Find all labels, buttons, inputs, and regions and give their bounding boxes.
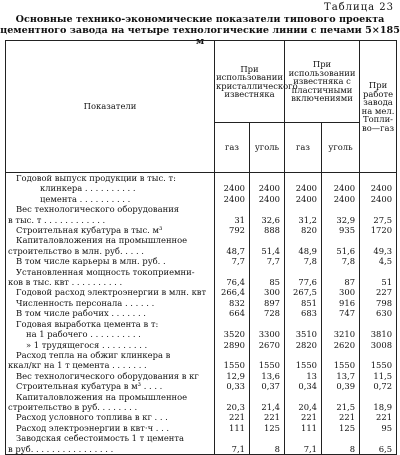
- row-value: 221: [322, 412, 360, 422]
- row-label: Вес технологического оборудования: [6, 204, 215, 214]
- row-value: 2400: [250, 183, 285, 193]
- row-label: клинкера . . . . . . . . . .: [6, 183, 215, 193]
- row-value: 888: [250, 225, 285, 235]
- row-value: 77,6: [285, 277, 322, 287]
- row-value: 0,72: [360, 381, 397, 391]
- row-value: 2400: [285, 183, 322, 193]
- row-value: 2670: [250, 340, 285, 350]
- row-label: в тыс. т . . . . . . . . . . . .: [6, 215, 215, 225]
- row-value: [360, 235, 397, 245]
- table-row: [6, 402, 397, 412]
- row-label: строительство в млн. руб. . . . .: [6, 246, 215, 256]
- row-value: 7,1: [285, 444, 322, 455]
- row-value: [322, 173, 360, 184]
- row-label: ккал/кг на 1 т цемента . . . . . . .: [6, 360, 215, 370]
- header-gas-2: газ: [285, 123, 322, 173]
- table-title-line2: цементного завода на четыре технологические линии с печами 5×185 м: [0, 25, 400, 47]
- row-value: 1550: [215, 360, 250, 370]
- row-value: 31: [215, 215, 250, 225]
- row-value: 51,6: [322, 246, 360, 256]
- row-value: 3300: [250, 329, 285, 339]
- row-value: 20,3: [215, 402, 250, 412]
- row-value: 0,34: [285, 381, 322, 391]
- row-value: 221: [285, 412, 322, 422]
- table-row: [6, 340, 397, 350]
- row-value: 18,9: [360, 402, 397, 412]
- row-value: 897: [250, 298, 285, 308]
- row-value: [215, 173, 250, 184]
- row-value: 13,7: [322, 371, 360, 381]
- row-value: 125: [322, 423, 360, 433]
- row-value: [360, 173, 397, 184]
- row-value: 747: [322, 308, 360, 318]
- row-value: 32,6: [250, 215, 285, 225]
- row-value: 221: [360, 412, 397, 422]
- table-row: [6, 444, 397, 455]
- row-value: [215, 350, 250, 360]
- row-value: [215, 433, 250, 443]
- row-value: 3810: [360, 329, 397, 339]
- row-value: 266,4: [215, 287, 250, 297]
- row-label: Строительная кубатура в м³ . . . .: [6, 381, 215, 391]
- row-value: 2400: [322, 183, 360, 193]
- row-value: 11,5: [360, 371, 397, 381]
- row-label: В том числе карьеры в млн. руб. .: [6, 256, 215, 266]
- row-value: 32,9: [322, 215, 360, 225]
- row-value: [250, 350, 285, 360]
- table-row: [6, 246, 397, 256]
- table-row: [6, 183, 397, 193]
- row-value: 221: [215, 412, 250, 422]
- header-gas-1: газ: [215, 123, 250, 173]
- row-label: Заводская себестоимость 1 т цемента: [6, 433, 215, 443]
- row-value: 111: [285, 423, 322, 433]
- row-value: 2400: [215, 183, 250, 193]
- row-value: 300: [322, 287, 360, 297]
- header-group-chalk-gas: При работе завода на мел. Топли-во—газ: [360, 41, 397, 173]
- row-value: 87: [322, 277, 360, 287]
- row-value: [285, 433, 322, 443]
- row-label: Вес технологического оборудования в кг: [6, 371, 215, 381]
- row-label: Расход условного топлива в кг . . .: [6, 412, 215, 422]
- row-value: 2400: [285, 194, 322, 204]
- table-row: [6, 350, 397, 360]
- row-label: цемента . . . . . . . . . .: [6, 194, 215, 204]
- table-row: [6, 194, 397, 204]
- row-value: 2400: [360, 183, 397, 193]
- row-value: 1550: [285, 360, 322, 370]
- row-value: 227: [360, 287, 397, 297]
- row-value: 95: [360, 423, 397, 433]
- row-value: 31,2: [285, 215, 322, 225]
- row-value: 6,5: [360, 444, 397, 455]
- header-coal-1: уголь: [250, 123, 285, 173]
- row-value: [322, 433, 360, 443]
- row-value: 13,6: [250, 371, 285, 381]
- row-value: 7,8: [285, 256, 322, 266]
- row-label: Строительная кубатура в тыс. м³: [6, 225, 215, 235]
- row-value: [215, 319, 250, 329]
- row-value: 3520: [215, 329, 250, 339]
- row-value: 7,7: [250, 256, 285, 266]
- row-value: [215, 204, 250, 214]
- row-value: 13: [285, 371, 322, 381]
- row-label: на 1 рабочего . . . . . . . . . .: [6, 329, 215, 339]
- row-value: 85: [250, 277, 285, 287]
- row-value: 221: [250, 412, 285, 422]
- row-value: [322, 235, 360, 245]
- row-value: 267,5: [285, 287, 322, 297]
- table-row: [6, 204, 397, 214]
- table-row: [6, 392, 397, 402]
- row-value: 20,4: [285, 402, 322, 412]
- row-value: [322, 350, 360, 360]
- row-value: 1550: [250, 360, 285, 370]
- row-value: 664: [215, 308, 250, 318]
- row-value: 76,4: [215, 277, 250, 287]
- indicators-table: [5, 40, 397, 455]
- row-label: Капиталовложения на промышленное: [6, 235, 215, 245]
- row-value: [360, 433, 397, 443]
- row-value: 2620: [322, 340, 360, 350]
- row-label: Годовой выпуск продукции в тыс. т:: [6, 173, 215, 184]
- row-value: [360, 204, 397, 214]
- table-row: [6, 267, 397, 277]
- row-value: [250, 392, 285, 402]
- row-value: [250, 319, 285, 329]
- row-value: 4,5: [360, 256, 397, 266]
- table-row: [6, 433, 397, 443]
- header-group-crystalline-limestone: При использовании кристаллического известняка: [215, 41, 285, 123]
- row-value: 7,7: [215, 256, 250, 266]
- row-value: [285, 173, 322, 184]
- row-value: 21,5: [322, 402, 360, 412]
- row-value: [360, 392, 397, 402]
- row-label: в руб. . . . . . . . . . . . . . . .: [6, 444, 215, 455]
- row-value: [285, 235, 322, 245]
- table-row: [6, 381, 397, 391]
- header-group-plastic-inclusions: При использовании известняка с пластичными включениями: [285, 41, 360, 123]
- row-value: 820: [285, 225, 322, 235]
- row-label: строительство в руб. . . . . . . .: [6, 402, 215, 412]
- row-value: 125: [250, 423, 285, 433]
- row-value: [322, 267, 360, 277]
- row-value: [215, 392, 250, 402]
- row-value: 1550: [322, 360, 360, 370]
- row-value: 49,3: [360, 246, 397, 256]
- row-value: [250, 235, 285, 245]
- row-value: [285, 267, 322, 277]
- row-value: 51,4: [250, 246, 285, 256]
- row-value: 792: [215, 225, 250, 235]
- table-row: [6, 277, 397, 287]
- row-value: 0,33: [215, 381, 250, 391]
- row-value: 630: [360, 308, 397, 318]
- table-row: [6, 235, 397, 245]
- row-value: 51: [360, 277, 397, 287]
- table-row: [6, 371, 397, 381]
- table-row: [6, 423, 397, 433]
- row-label: Капиталовложения на промышленное: [6, 392, 215, 402]
- table-row: [6, 287, 397, 297]
- table-row: [6, 308, 397, 318]
- row-value: 2400: [322, 194, 360, 204]
- row-value: [360, 267, 397, 277]
- row-label: Расход тепла на обжиг клинкера в: [6, 350, 215, 360]
- row-value: 0,37: [250, 381, 285, 391]
- row-value: 0,39: [322, 381, 360, 391]
- table-row: [6, 215, 397, 225]
- row-label: В том числе рабочих . . . . . . .: [6, 308, 215, 318]
- row-value: [285, 350, 322, 360]
- row-value: 111: [215, 423, 250, 433]
- row-label: Численность персонала . . . . . .: [6, 298, 215, 308]
- table-body: [6, 173, 397, 455]
- table-title-line1: Основные технико-экономические показатели типового проекта: [15, 14, 385, 25]
- row-value: 3510: [285, 329, 322, 339]
- row-value: 300: [250, 287, 285, 297]
- row-label: » 1 трудящегося . . . . . . . . .: [6, 340, 215, 350]
- row-value: [285, 319, 322, 329]
- row-value: 7,8: [322, 256, 360, 266]
- row-value: [322, 392, 360, 402]
- row-value: 12,9: [215, 371, 250, 381]
- row-value: [360, 350, 397, 360]
- header-coal-2: уголь: [322, 123, 360, 173]
- row-value: [322, 319, 360, 329]
- row-label: ков в тыс. квт . . . . . . . . . .: [6, 277, 215, 287]
- row-label: Установленная мощность токоприемни-: [6, 267, 215, 277]
- row-value: 2400: [360, 194, 397, 204]
- row-value: [250, 204, 285, 214]
- table-row: [6, 329, 397, 339]
- row-value: 832: [215, 298, 250, 308]
- table-row: [6, 298, 397, 308]
- row-value: 2400: [250, 194, 285, 204]
- row-value: [285, 204, 322, 214]
- row-value: 3008: [360, 340, 397, 350]
- row-label: Годовая выработка цемента в т:: [6, 319, 215, 329]
- row-value: 2400: [215, 194, 250, 204]
- row-value: 27,5: [360, 215, 397, 225]
- table-row: [6, 256, 397, 266]
- row-value: 916: [322, 298, 360, 308]
- table-row: [6, 412, 397, 422]
- row-value: 48,9: [285, 246, 322, 256]
- row-value: [322, 204, 360, 214]
- row-value: [250, 173, 285, 184]
- row-value: 2820: [285, 340, 322, 350]
- table-row: [6, 319, 397, 329]
- row-value: 2890: [215, 340, 250, 350]
- row-value: [250, 433, 285, 443]
- row-label: Расход электроэнергии в квт·ч . . .: [6, 423, 215, 433]
- row-value: [250, 267, 285, 277]
- row-value: [215, 235, 250, 245]
- row-value: 1550: [360, 360, 397, 370]
- table-row: [6, 173, 397, 184]
- row-value: 798: [360, 298, 397, 308]
- table-number: Таблица 23: [324, 2, 394, 13]
- row-value: [360, 319, 397, 329]
- table-row: [6, 225, 397, 235]
- row-value: 3210: [322, 329, 360, 339]
- header-indicators: Показатели: [6, 41, 215, 173]
- row-value: 8: [250, 444, 285, 455]
- row-value: 935: [322, 225, 360, 235]
- row-value: [285, 392, 322, 402]
- row-value: [215, 267, 250, 277]
- table-row: [6, 360, 397, 370]
- row-value: 21,4: [250, 402, 285, 412]
- row-value: 1720: [360, 225, 397, 235]
- row-value: 7,1: [215, 444, 250, 455]
- row-label: Годовой расход электроэнергии в млн. квт: [6, 287, 215, 297]
- row-value: 48,7: [215, 246, 250, 256]
- row-value: 8: [322, 444, 360, 455]
- row-value: 728: [250, 308, 285, 318]
- row-value: 851: [285, 298, 322, 308]
- row-value: 683: [285, 308, 322, 318]
